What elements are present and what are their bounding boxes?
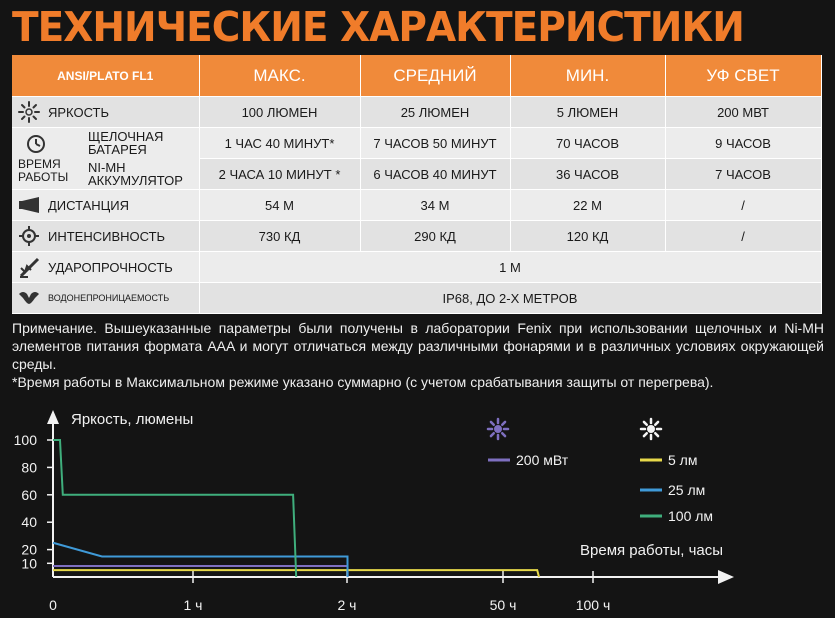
page-title: ТЕХНИЧЕСКИЕ ХАРАКТЕРИСТИКИ bbox=[12, 4, 744, 52]
table-row bbox=[12, 252, 821, 283]
intensity-uv: / bbox=[665, 221, 821, 252]
intensity-max: 730 КД bbox=[199, 221, 360, 252]
distance-max: 54 М bbox=[199, 190, 360, 221]
intensity-medium: 290 КД bbox=[360, 221, 510, 252]
uv-light-icon-ray bbox=[502, 422, 505, 425]
series-line-3 bbox=[53, 543, 348, 577]
header-max: МАКС. bbox=[199, 55, 360, 97]
waterproof-value: IP68, ДО 2-Х МЕТРОВ bbox=[199, 283, 821, 314]
y-tick-label: 60 bbox=[21, 486, 37, 503]
white-light-icon-ray bbox=[655, 422, 658, 425]
brightness-uv: 200 МВТ bbox=[665, 97, 821, 128]
waterproof-icon bbox=[18, 290, 40, 306]
legend-label: 5 лм bbox=[668, 452, 698, 468]
runtime-chart bbox=[0, 400, 835, 618]
impact-value: 1 М bbox=[199, 252, 821, 283]
series-line-1 bbox=[53, 566, 348, 577]
uv-light-icon-ray bbox=[491, 422, 494, 425]
runtime-label-line2: РАБОТЫ bbox=[18, 169, 69, 184]
uv-light-icon-ray bbox=[491, 433, 494, 436]
clock-icon bbox=[26, 134, 46, 154]
white-light-icon-ray bbox=[644, 422, 647, 425]
header-min: МИН. bbox=[510, 55, 665, 97]
table-row bbox=[12, 283, 821, 314]
x-tick-label: 0 bbox=[49, 597, 57, 613]
distance-medium: 34 М bbox=[360, 190, 510, 221]
alkaline-label-line1: ЩЕЛОЧНАЯ bbox=[88, 129, 164, 145]
alkaline-medium: 7 ЧАСОВ 50 МИНУТ bbox=[360, 128, 510, 159]
impact-resistance-icon bbox=[18, 256, 40, 278]
nimh-min: 36 ЧАСОВ bbox=[510, 159, 665, 190]
brightness-max: 100 ЛЮМЕН bbox=[199, 97, 360, 128]
x-axis-arrow bbox=[718, 570, 734, 584]
nimh-label-line2: АККУМУЛЯТОР bbox=[88, 172, 183, 188]
legend-label: 25 лм bbox=[668, 482, 706, 498]
white-light-icon-ray bbox=[655, 433, 658, 436]
alkaline-uv: 9 ЧАСОВ bbox=[665, 128, 821, 159]
header-uv: УФ СВЕТ bbox=[665, 55, 821, 97]
table-row bbox=[12, 97, 821, 128]
distance-label: ДИСТАНЦИЯ bbox=[48, 197, 130, 213]
y-tick-label: 10 bbox=[21, 555, 37, 572]
table-row bbox=[12, 128, 821, 159]
header-medium: СРЕДНИЙ bbox=[360, 55, 510, 97]
header-standard: ANSI/PLATO FL1 bbox=[12, 55, 199, 97]
impact-label: УДАРОПРОЧНОСТЬ bbox=[48, 259, 173, 275]
spec-table bbox=[12, 55, 822, 314]
note-footnote: *Время работы в Максимальном режиме указано суммарно (с учетом срабатывания защиты от перегрева). bbox=[12, 374, 714, 390]
uv-light-icon-ray bbox=[502, 433, 505, 436]
y-tick-label: 40 bbox=[21, 514, 37, 531]
intensity-target-icon bbox=[18, 225, 40, 247]
note-text: Примечание. Вышеуказанные параметры были получены в лаборатории Fenix при использовании щелочных и Ni-MH элементов питания формата AAA и могут отличаться между различными фонарями и в различных условиях окружающей среды. bbox=[12, 320, 824, 372]
x-tick-label: 100 ч bbox=[575, 597, 611, 613]
y-axis-label: Яркость, люмены bbox=[71, 411, 194, 428]
nimh-max: 2 ЧАСА 10 МИНУТ * bbox=[199, 159, 360, 190]
alkaline-max: 1 ЧАС 40 МИНУТ* bbox=[199, 128, 360, 159]
y-tick-label: 20 bbox=[21, 541, 37, 558]
white-light-icon bbox=[647, 425, 655, 433]
y-tick-label: 100 bbox=[13, 432, 37, 448]
brightness-min: 5 ЛЮМЕН bbox=[510, 97, 665, 128]
uv-light-icon bbox=[494, 425, 502, 433]
distance-min: 22 М bbox=[510, 190, 665, 221]
y-tick-label: 80 bbox=[21, 459, 37, 476]
x-tick-label: 1 ч bbox=[183, 597, 203, 613]
x-tick-label: 2 ч bbox=[337, 597, 357, 613]
alkaline-min: 70 ЧАСОВ bbox=[510, 128, 665, 159]
runtime-label-line1: ВРЕМЯ bbox=[18, 156, 61, 171]
nimh-medium: 6 ЧАСОВ 40 МИНУТ bbox=[360, 159, 510, 190]
note bbox=[12, 319, 824, 391]
table-row bbox=[12, 221, 821, 252]
legend-label: 100 лм bbox=[668, 508, 714, 524]
white-light-icon-ray bbox=[644, 433, 647, 436]
distance-uv: / bbox=[665, 190, 821, 221]
nimh-label-line1: NI-MH bbox=[88, 159, 126, 175]
brightness-medium: 25 ЛЮМЕН bbox=[360, 97, 510, 128]
x-tick-label: 50 ч bbox=[489, 597, 517, 613]
y-axis-arrow bbox=[47, 410, 59, 424]
brightness-icon bbox=[18, 101, 40, 123]
legend-label: 200 мВт bbox=[516, 452, 569, 468]
table-row bbox=[12, 190, 821, 221]
nimh-uv: 7 ЧАСОВ bbox=[665, 159, 821, 190]
table-header-row bbox=[12, 55, 821, 97]
x-axis-label: Время работы, часы bbox=[580, 542, 724, 559]
beam-distance-icon bbox=[18, 196, 40, 214]
waterproof-label: ВОДОНЕПРОНИЦАЕМОСТЬ bbox=[48, 293, 170, 303]
brightness-label: ЯРКОСТЬ bbox=[48, 104, 110, 120]
alkaline-label-line2: БАТАРЕЯ bbox=[88, 142, 147, 158]
intensity-label: ИНТЕНСИВНОСТЬ bbox=[48, 228, 166, 244]
intensity-min: 120 КД bbox=[510, 221, 665, 252]
